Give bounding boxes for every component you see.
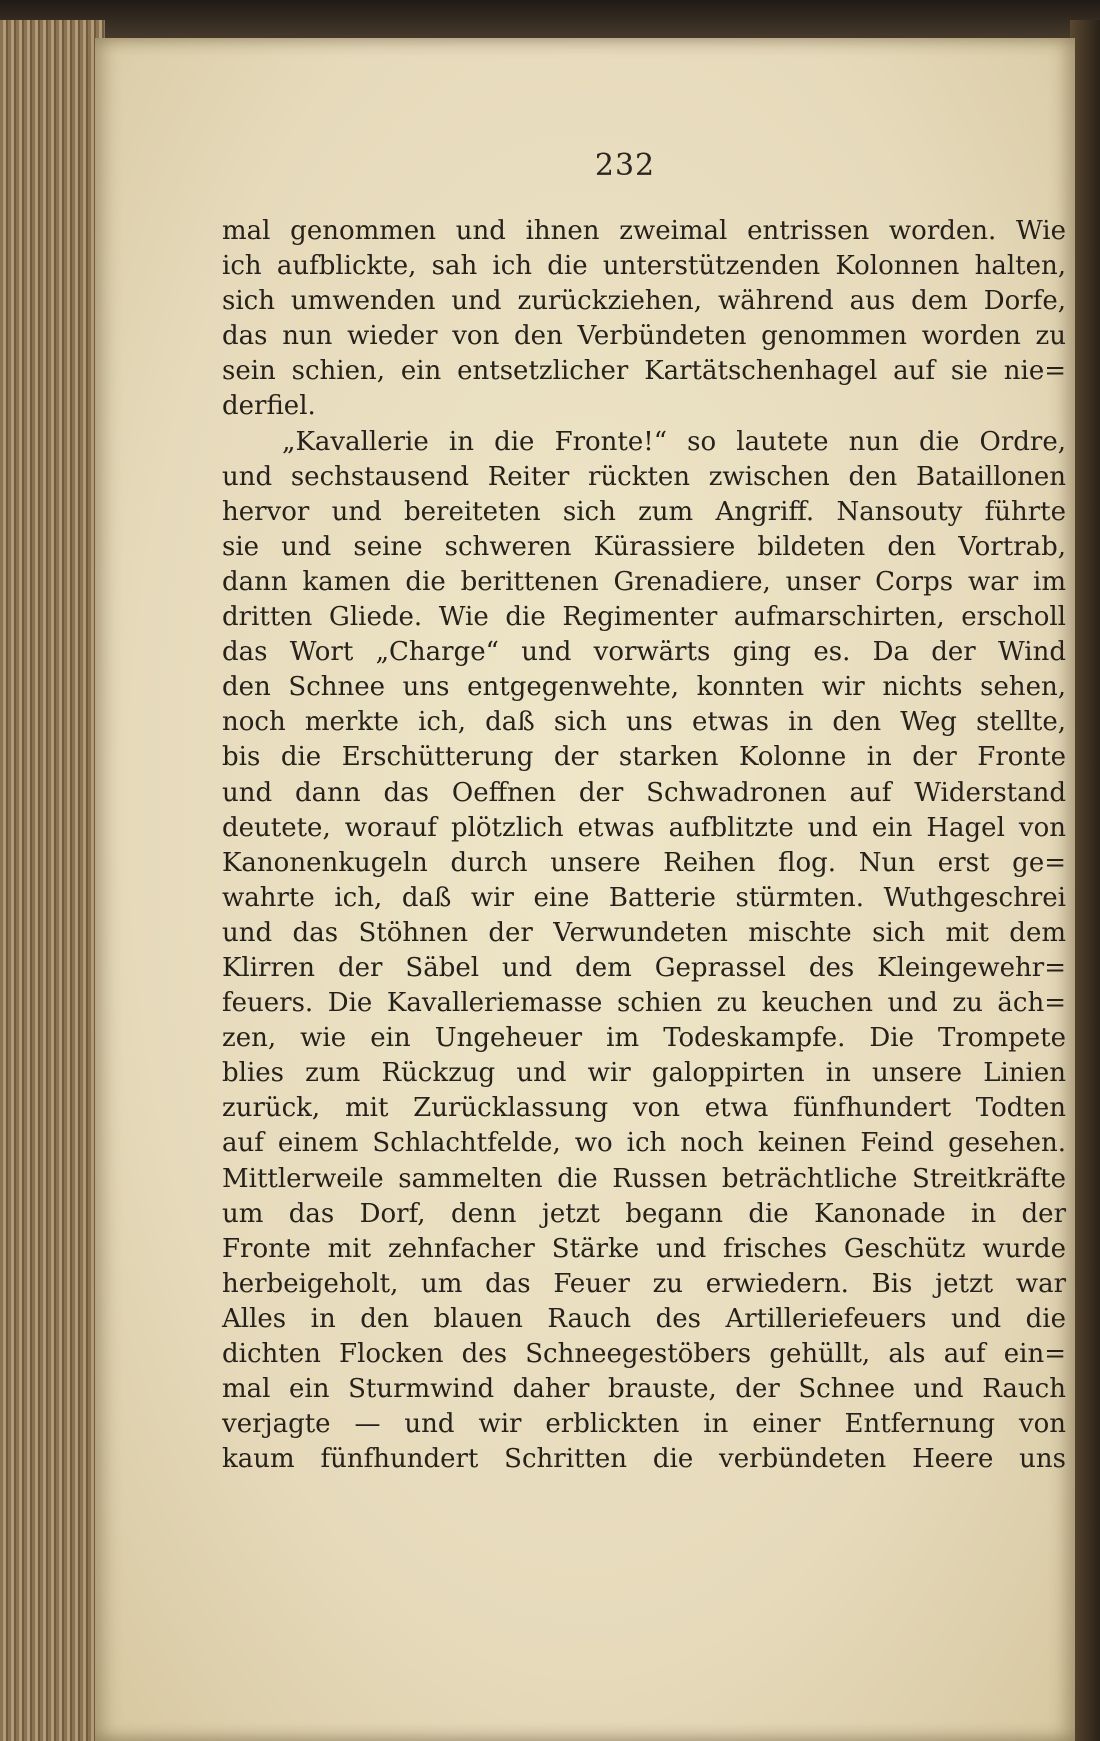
text-line xyxy=(222,1267,1066,1302)
text-line xyxy=(222,951,1066,986)
text-line xyxy=(222,460,1066,495)
text-line xyxy=(222,670,1066,705)
text-line xyxy=(222,1442,1066,1477)
text-line xyxy=(222,1056,1066,1091)
text-line-content: sich umwenden und zurückziehen, während aus dem Dorfe, xyxy=(222,286,1066,317)
text-line-content: um das Dorf, denn jetzt begann die Kanonade in der xyxy=(222,1198,1066,1229)
text-line-content: das nun wieder von den Verbündeten genommen worden zu xyxy=(222,321,1066,352)
text-line-content: mal ein Sturmwind daher brauste, der Schnee und Rauch xyxy=(222,1374,1066,1405)
text-line xyxy=(222,1232,1066,1267)
text-line xyxy=(222,600,1066,635)
text-line xyxy=(222,1337,1066,1372)
text-line-content: feuers. Die Kavalleriemasse schien zu keuchen und zu äch= xyxy=(222,988,1066,1019)
text-line xyxy=(222,881,1066,916)
text-line xyxy=(222,425,1066,460)
text-line-content: „Kavallerie in die Fronte!“ so lautete nun die Ordre, xyxy=(282,426,1066,457)
text-line xyxy=(222,565,1066,600)
text-line xyxy=(222,1126,1066,1161)
text-line xyxy=(222,705,1066,740)
text-line-content: Fronte mit zehnfacher Stärke und frisches Geschütz wurde xyxy=(222,1233,1066,1264)
text-line-content: verjagte — und wir erblickten in einer Entfernung von xyxy=(222,1409,1066,1440)
text-line-content: dann kamen die berittenen Grenadiere, unser Corps war im xyxy=(222,566,1066,597)
text-line xyxy=(222,776,1066,811)
text-line-content: deutete, worauf plötzlich etwas aufblitzte und ein Hagel von xyxy=(222,812,1066,843)
text-line xyxy=(222,249,1066,284)
text-line-content: ich aufblickte, sah ich die unterstützenden Kolonnen halten, xyxy=(222,251,1066,282)
text-line xyxy=(222,986,1066,1021)
text-line-content: kaum fünfhundert Schritten die verbündeten Heere uns xyxy=(222,1444,1066,1475)
text-line xyxy=(222,214,1066,249)
text-line xyxy=(222,1162,1066,1197)
text-line xyxy=(222,1021,1066,1056)
text-line xyxy=(222,635,1066,670)
text-line xyxy=(222,1372,1066,1407)
text-line xyxy=(222,1091,1066,1126)
text-line-content: mal genommen und ihnen zweimal entrissen worden. Wie xyxy=(222,216,1066,246)
book-edge-top xyxy=(0,0,1100,42)
text-line-content: herbeigeholt, um das Feuer zu erwiedern. Bis jetzt war xyxy=(222,1268,1066,1299)
text-line xyxy=(222,740,1066,775)
text-line xyxy=(222,811,1066,846)
page-number: 232 xyxy=(594,148,656,183)
text-line-content: Klirren der Säbel und dem Geprassel des Kleingewehr= xyxy=(222,952,1066,983)
text-line-content: dritten Gliede. Wie die Regimenter aufmarschirten, erscholl xyxy=(222,602,1066,633)
text-line-content: sie und seine schweren Kürassiere bildeten den Vortrab, xyxy=(222,531,1066,562)
text-line-content: zurück, mit Zurücklassung von etwa fünfhundert Todten xyxy=(222,1093,1066,1124)
text-line-content: und sechstausend Reiter rückten zwischen den Bataillonen xyxy=(222,461,1066,492)
text-line xyxy=(222,1302,1066,1337)
text-line xyxy=(222,389,1066,424)
text-line-content: dichten Flocken des Schneegestöbers gehüllt, als auf ein= xyxy=(222,1339,1066,1369)
text-line-content: und das Stöhnen der Verwundeten mischte sich mit dem xyxy=(222,917,1066,948)
text-line xyxy=(222,319,1066,354)
text-line-content: das Wort „Charge“ und vorwärts ging es. Da der Wind xyxy=(222,637,1066,668)
text-line-content: sein schien, ein entsetzlicher Kartätschenhagel auf sie nie= xyxy=(222,356,1066,387)
text-line-content: Alles in den blauen Rauch des Artilleriefeuers und die xyxy=(222,1303,1066,1334)
text-line xyxy=(222,846,1066,881)
text-line-content: blies zum Rückzug und wir galoppirten in unsere Linien xyxy=(222,1058,1066,1089)
text-line xyxy=(222,495,1066,530)
text-line xyxy=(222,354,1066,389)
text-line xyxy=(222,916,1066,951)
text-line-content: bis die Erschütterung der starken Kolonne in der Fronte xyxy=(222,742,1066,773)
text-line xyxy=(222,1407,1066,1442)
text-line xyxy=(222,284,1066,319)
book-page-edges-left xyxy=(0,20,105,1741)
text-line-content: noch merkte ich, daß sich uns etwas in den Weg stellte, xyxy=(222,707,1066,738)
text-line-content: wahrte ich, daß wir eine Batterie stürmten. Wuthgeschrei xyxy=(222,882,1066,913)
text-line-content: hervor und bereiteten sich zum Angriff. Nansouty führte xyxy=(222,496,1066,527)
text-line-content: zen, wie ein Ungeheuer im Todeskampfe. Die Trompete xyxy=(222,1023,1066,1054)
text-line-content: den Schnee uns entgegenwehte, konnten wir nichts sehen, xyxy=(222,672,1066,703)
text-line-content: Kanonenkugeln durch unsere Reihen flog. Nun erst ge= xyxy=(222,847,1066,878)
text-line-content: Mittlerweile sammelten die Russen beträchtliche Streitkräfte xyxy=(222,1163,1066,1194)
text-line-content: derfiel. xyxy=(222,391,316,422)
page-text xyxy=(222,214,1066,1477)
text-line-content: und dann das Oeffnen der Schwadronen auf Widerstand xyxy=(222,777,1066,808)
text-line xyxy=(222,530,1066,565)
text-line-content: auf einem Schlachtfelde, wo ich noch keinen Feind gesehen. xyxy=(222,1128,1066,1159)
text-line xyxy=(222,1197,1066,1232)
